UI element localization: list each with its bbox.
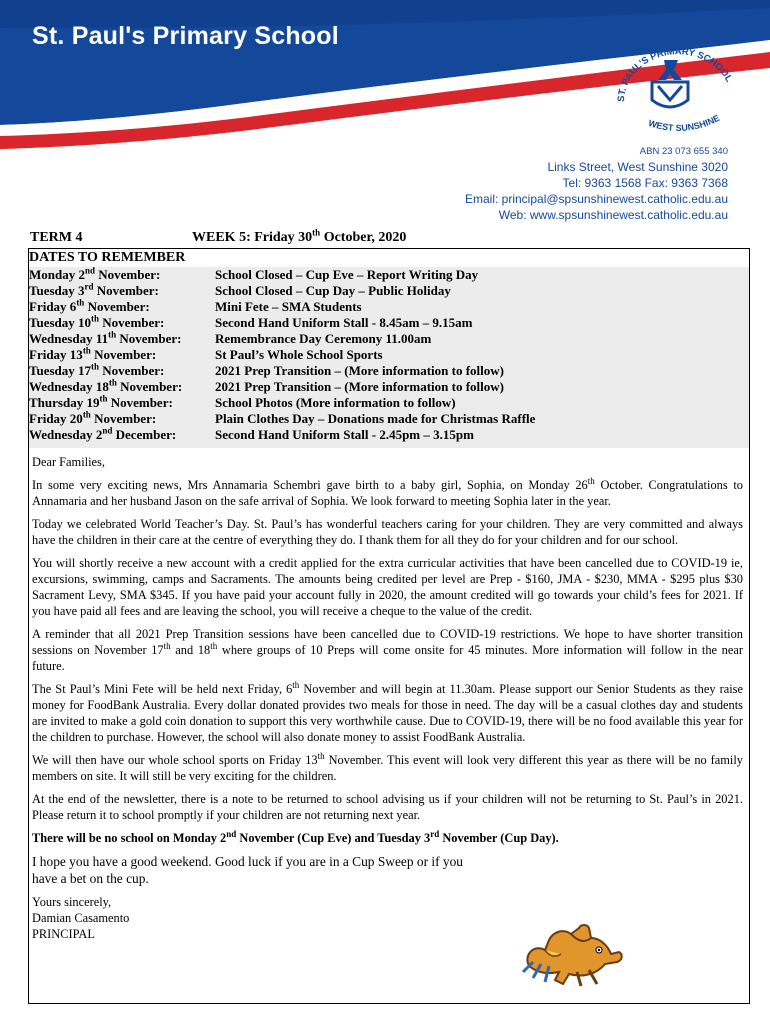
date-label: Friday 20th November: (29, 409, 157, 426)
date-label: Wednesday 2nd December: (29, 425, 177, 442)
letter-paragraph: You will shortly receive a new account with a credit applied for the extra curricular activities that have been cancelled due to COVID-19 ie, excursions, swimming, camps and Sacraments. The amounts being credited per level are Prep - $160, JMA - $230, MMA - $295 plus $30 Sacrament Levy, SMA $345. If you have paid your account fully in 2020, the amount credited will go towards your child’s fees for 2021. If you have paid all fees and are leaving the school, you will receive a cheque to the value of the credit. (32, 556, 743, 618)
svg-text:ST. PAUL'S PRIMARY SCHOOL: ST. PAUL'S PRIMARY SCHOOL (615, 46, 735, 103)
term-label: TERM 4 (30, 230, 83, 245)
dates-to-remember-box (28, 248, 750, 448)
horse-clipart-image (519, 914, 629, 994)
week-label: WEEK 5: Friday 30th October, 2020 (192, 227, 407, 245)
principal-letter-box (28, 448, 750, 1004)
signer-name: Damian Casamento (32, 911, 130, 925)
signer-title: PRINCIPAL (32, 927, 95, 941)
date-event: Plain Clothes Day – Donations made for Christmas Raffle (215, 411, 536, 426)
letter-paragraph-bold: There will be no school on Monday 2nd November (Cup Eve) and Tuesday 3rd November (Cup Day). (32, 828, 559, 845)
letter-paragraph: Today we celebrated World Teacher’s Day. St. Paul’s has wonderful teachers caring for your children. They are very committed and always have the children in their care at the centre of everything they do. I thank them for all they do for your children and for our school. (32, 517, 743, 547)
date-event: St Paul’s Whole School Sports (215, 347, 383, 362)
date-label: Friday 6th November: (29, 297, 150, 314)
school-name: St. Paul's Primary School (32, 22, 339, 50)
closing: Yours sincerely, (32, 895, 112, 909)
date-label: Tuesday 10th November: (29, 313, 165, 330)
abn-number: ABN 23 073 655 340 (639, 146, 728, 157)
dates-heading: DATES TO REMEMBER (29, 250, 186, 265)
date-label: Wednesday 11th November: (29, 329, 182, 346)
school-address: Links Street, West Sunshine 3020 (547, 160, 728, 174)
date-label: Monday 2nd November: (29, 265, 161, 282)
date-event: School Photos (More information to follow) (215, 395, 456, 410)
school-crest-logo (604, 40, 744, 140)
svg-text:WEST SUNSHINE: WEST SUNSHINE (647, 112, 722, 134)
date-label: Thursday 19th November: (29, 393, 173, 410)
date-label: Tuesday 3rd November: (29, 281, 159, 298)
date-event: School Closed – Cup Eve – Report Writing Day (215, 267, 479, 282)
letter-paragraph: I hope you have a good weekend. Good luck if you are in a Cup Sweep or if you have a bet on the cup. (32, 854, 463, 886)
phone-fax: Tel: 9363 1568 Fax: 9363 7368 (562, 176, 728, 190)
date-label: Wednesday 18th November: (29, 377, 183, 394)
date-event: School Closed – Cup Day – Public Holiday (215, 283, 451, 298)
date-event: Remembrance Day Ceremony 11.00am (215, 331, 432, 346)
date-event: 2021 Prep Transition – (More information to follow) (215, 379, 504, 394)
date-event: Second Hand Uniform Stall - 2.45pm – 3.15pm (215, 427, 474, 442)
date-label: Tuesday 17th November: (29, 361, 165, 378)
letter-paragraph: In some very exciting news, Mrs Annamaria Schembri gave birth to a baby girl, Sophia, on Monday 26th October. Congratulations to Annamaria and her husband Jason on the safe arrival of Sophia. We look forward to meeting Sophia later in the year. (32, 475, 744, 508)
letter-body (32, 454, 743, 942)
letter-paragraph: We will then have our whole school sports on Friday 13th November. This event will look very different this year as there will be no family members on site. It will still be very exciting for the children. (32, 750, 744, 783)
dates-list (29, 267, 749, 448)
letter-greeting: Dear Families, (32, 455, 105, 469)
date-event: 2021 Prep Transition – (More information to follow) (215, 363, 504, 378)
date-event: Second Hand Uniform Stall - 8.45am – 9.15am (215, 315, 473, 330)
letter-paragraph: A reminder that all 2021 Prep Transition sessions have been cancelled due to COVID-19 restrictions. We hope to have shorter transition sessions on November 17th and 18th where groups of 10 Preps will come onsite for 45 minutes. More information will follow in the near future. (32, 627, 744, 673)
contact-details (465, 145, 728, 223)
date-label: Friday 13th November: (29, 345, 157, 362)
letter-paragraph: The St Paul’s Mini Fete will be held next Friday, 6th November and will begin at 11.30am. Please support our Senior Students as they raise money for FoodBank Australia. Every dollar donated provides two meals for those in need. The day will be a casual clothes day and students are invited to make a gold coin donation to support this very worthwhile cause. Due to COVID-19, there will be no food available this year for the children to purchase. However, the school will also donate money to assist FoodBank Australia. (32, 679, 744, 744)
letter-paragraph: At the end of the newsletter, there is a note to be returned to school advising us if your children will not be returning to St. Paul’s in 2021. Please return it to school promptly if your children are not returning next year. (32, 792, 743, 822)
letter-signoff (32, 894, 743, 942)
email-address[interactable]: Email: principal@spsunshinewest.catholic.edu.au (465, 192, 728, 206)
date-event: Mini Fete – SMA Students (215, 299, 362, 314)
website-address[interactable]: Web: www.spsunshinewest.catholic.edu.au (498, 208, 728, 222)
